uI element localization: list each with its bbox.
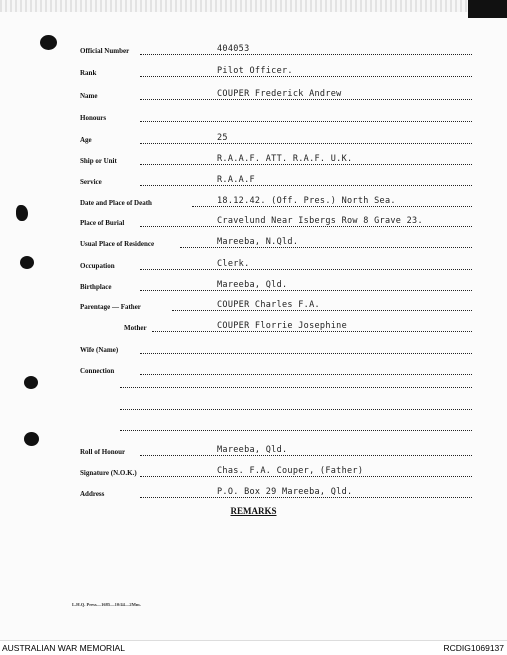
field-value: Mareeba, Qld. bbox=[217, 445, 288, 455]
field-label: Date and Place of Death bbox=[80, 199, 152, 207]
field-parentage-father bbox=[80, 297, 472, 313]
field-value: Clerk. bbox=[217, 259, 250, 269]
field-value: R.A.A.F bbox=[217, 175, 255, 185]
field-label: Occupation bbox=[80, 262, 115, 270]
field-label: Official Number bbox=[80, 47, 130, 55]
punch-hole-2 bbox=[20, 256, 34, 269]
field-roll-of-honour bbox=[80, 442, 472, 458]
printer-footnote: L.H.Q. Press—1685—10/44—2Mm. bbox=[72, 602, 141, 607]
field-honours bbox=[80, 108, 472, 124]
field-value: P.O. Box 29 Mareeba, Qld. bbox=[217, 487, 353, 497]
punch-hole-3 bbox=[24, 376, 38, 389]
punch-hole-1 bbox=[16, 205, 28, 221]
field-value: 18.12.42. (Off. Pres.) North Sea. bbox=[217, 196, 396, 206]
field-address bbox=[80, 484, 472, 500]
field-label: Signature (N.O.K.) bbox=[80, 469, 137, 477]
field-age bbox=[80, 130, 472, 146]
remarks-heading: REMARKS bbox=[230, 506, 277, 516]
archive-footer bbox=[0, 640, 507, 655]
field-signature-nok bbox=[80, 463, 472, 479]
field-ship-or-unit bbox=[80, 151, 472, 167]
field-label: Birthplace bbox=[80, 283, 112, 291]
field-label: Parentage — Father bbox=[80, 303, 141, 311]
field-occupation bbox=[80, 256, 472, 272]
field-value: Mareeba, Qld. bbox=[217, 280, 288, 290]
field-label: Name bbox=[80, 92, 98, 100]
field-label: Honours bbox=[80, 114, 107, 122]
field-value: Pilot Officer. bbox=[217, 66, 293, 76]
field-place-of-burial bbox=[80, 213, 472, 229]
field-value: COUPER Frederick Andrew bbox=[217, 89, 342, 99]
field-label: Address bbox=[80, 490, 105, 498]
field-service bbox=[80, 172, 472, 188]
field-value: Mareeba, N.Qld. bbox=[217, 237, 299, 247]
field-value: R.A.A.F. ATT. R.A.F. U.K. bbox=[217, 154, 353, 164]
field-date-place-of-death bbox=[80, 193, 472, 209]
connection-extra-line bbox=[120, 430, 472, 431]
field-label: Age bbox=[80, 136, 92, 144]
field-name bbox=[80, 86, 472, 102]
field-value: Cravelund Near Isbergs Row 8 Grave 23. bbox=[217, 216, 423, 226]
field-label: Connection bbox=[80, 367, 115, 375]
field-label: Service bbox=[80, 178, 102, 186]
field-label: Usual Place of Residence bbox=[80, 240, 155, 248]
field-value: COUPER Florrie Josephine bbox=[217, 321, 348, 331]
field-value: Chas. F.A. Couper, (Father) bbox=[217, 466, 364, 476]
connection-extra-line bbox=[120, 409, 472, 410]
field-label: Roll of Honour bbox=[80, 448, 126, 456]
scan-top-edge bbox=[0, 0, 507, 12]
footer-record-id: RCDIG1069137 bbox=[443, 643, 504, 653]
field-label: Ship or Unit bbox=[80, 157, 117, 165]
field-usual-residence bbox=[80, 234, 472, 250]
field-value: 25 bbox=[217, 133, 228, 143]
field-value: COUPER Charles F.A. bbox=[217, 300, 320, 310]
field-rank bbox=[80, 63, 472, 79]
field-wife-name bbox=[80, 340, 472, 356]
field-connection bbox=[80, 361, 472, 377]
field-label: Mother bbox=[124, 324, 147, 332]
punch-hole-top bbox=[40, 35, 57, 50]
punch-hole-4 bbox=[24, 432, 39, 446]
field-mother bbox=[80, 318, 472, 334]
field-official-number bbox=[80, 41, 472, 57]
field-value: 404053 bbox=[217, 44, 250, 54]
field-birthplace bbox=[80, 277, 472, 293]
field-label: Rank bbox=[80, 69, 97, 77]
field-label: Place of Burial bbox=[80, 219, 125, 227]
footer-institution: AUSTRALIAN WAR MEMORIAL bbox=[2, 643, 125, 653]
connection-extra-line bbox=[120, 387, 472, 388]
field-label: Wife (Name) bbox=[80, 346, 119, 354]
